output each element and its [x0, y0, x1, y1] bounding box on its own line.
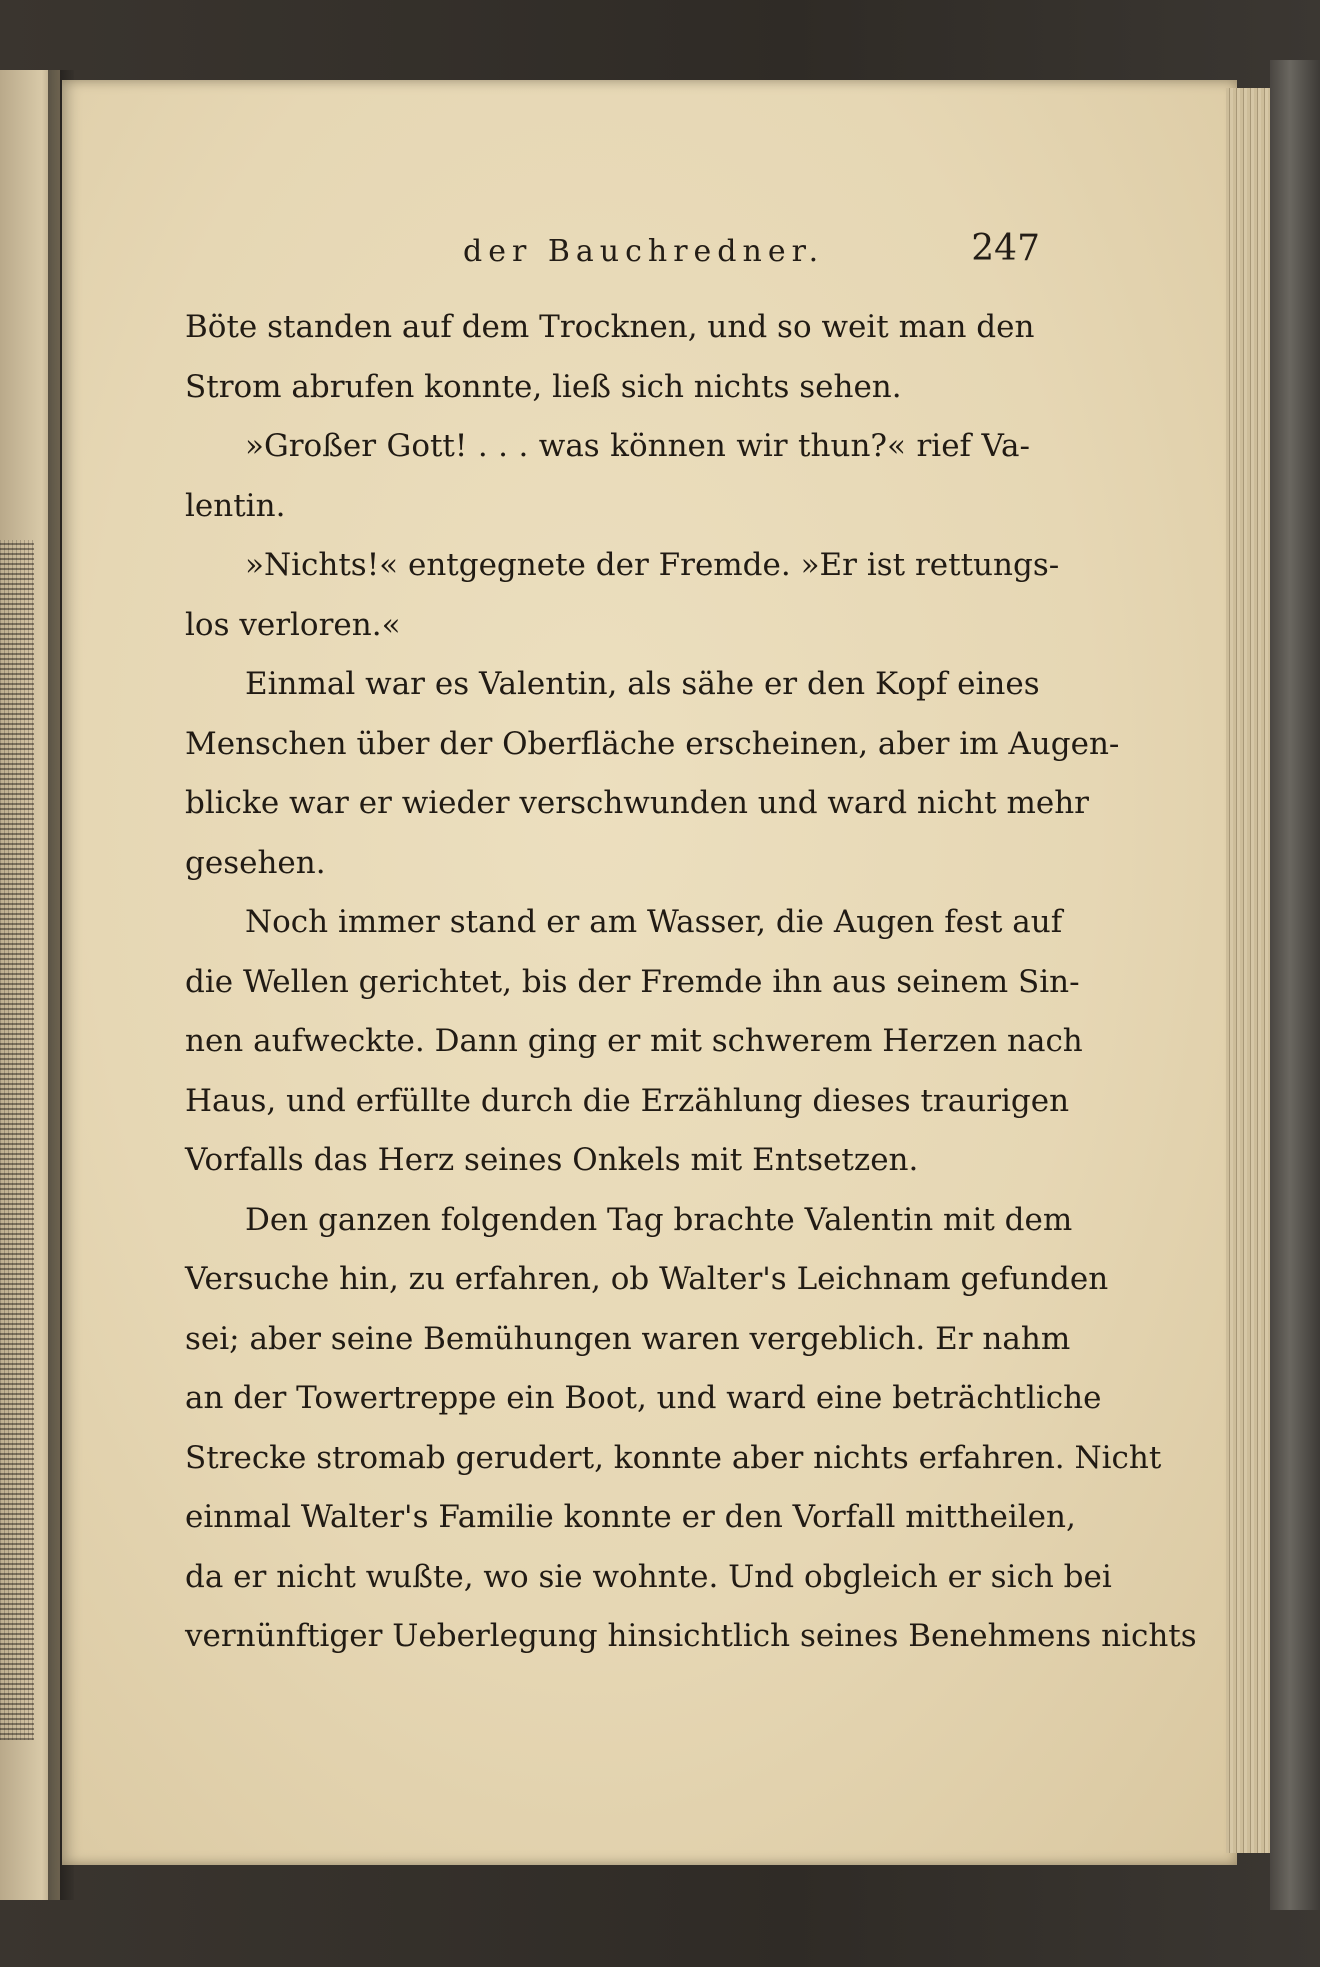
text-line: vernünftiger Ueberlegung hinsichtlich seines Benehmens nichts	[185, 1618, 1197, 1654]
text-line: los verloren.«	[185, 606, 401, 643]
text-line: einmal Walter's Familie konnte er den Vorfall mittheilen,	[185, 1499, 1076, 1535]
text-line: »Großer Gott! . . . was können wir thun?« rief Va-	[245, 428, 1030, 464]
book-cover-edge	[1270, 60, 1320, 1910]
text-line: gesehen.	[185, 844, 326, 881]
engraving-illustration	[0, 540, 34, 1740]
text-line: Strecke stromab gerudert, konnte aber nichts erfahren. Nicht	[185, 1439, 1162, 1476]
text-line: Einmal war es Valentin, als sähe er den Kopf eines	[245, 666, 1040, 702]
text-line: Noch immer stand er am Wasser, die Augen fest auf	[245, 904, 1063, 940]
text-line: an der Towertreppe ein Boot, und ward eine beträchtliche	[185, 1380, 1102, 1416]
text-line: nen aufweckte. Dann ging er mit schwerem Herzen nach	[185, 1023, 1083, 1059]
text-line: Den ganzen folgenden Tag brachte Valentin mit dem	[245, 1201, 1073, 1238]
text-line: sei; aber seine Bemühungen waren vergeblich. Er nahm	[185, 1320, 1071, 1357]
text-line: Vorfalls das Herz seines Onkels mit Entsetzen.	[185, 1142, 919, 1178]
text-line: Versuche hin, zu erfahren, ob Walter's Leichnam gefunden	[185, 1261, 1109, 1297]
page-number: 247	[971, 228, 1040, 269]
body-text	[185, 298, 1197, 1667]
text-line: die Wellen gerichtet, bis der Fremde ihn aus seinem Sin-	[185, 963, 1080, 1000]
text-line: Strom abrufen konnte, ließ sich nichts sehen.	[185, 368, 902, 405]
page-header	[195, 228, 1040, 278]
text-line: Menschen über der Oberfläche erscheinen, aber im Augen-	[185, 725, 1120, 762]
text-line: Böte standen auf dem Trocknen, und so weit man den	[185, 309, 1035, 345]
text-line: blicke war er wieder verschwunden und ward nicht mehr	[185, 785, 1089, 821]
text-line: lentin.	[185, 487, 286, 524]
page-edges	[1226, 88, 1272, 1853]
text-line: da er nicht wußte, wo sie wohnte. Und obgleich er sich bei	[185, 1558, 1112, 1595]
running-head: der Bauchredner.	[463, 234, 825, 269]
text-line: »Nichts!« entgegnete der Fremde. »Er ist rettungs-	[245, 547, 1060, 583]
text-line: Haus, und erfüllte durch die Erzählung dieses traurigen	[185, 1082, 1070, 1119]
